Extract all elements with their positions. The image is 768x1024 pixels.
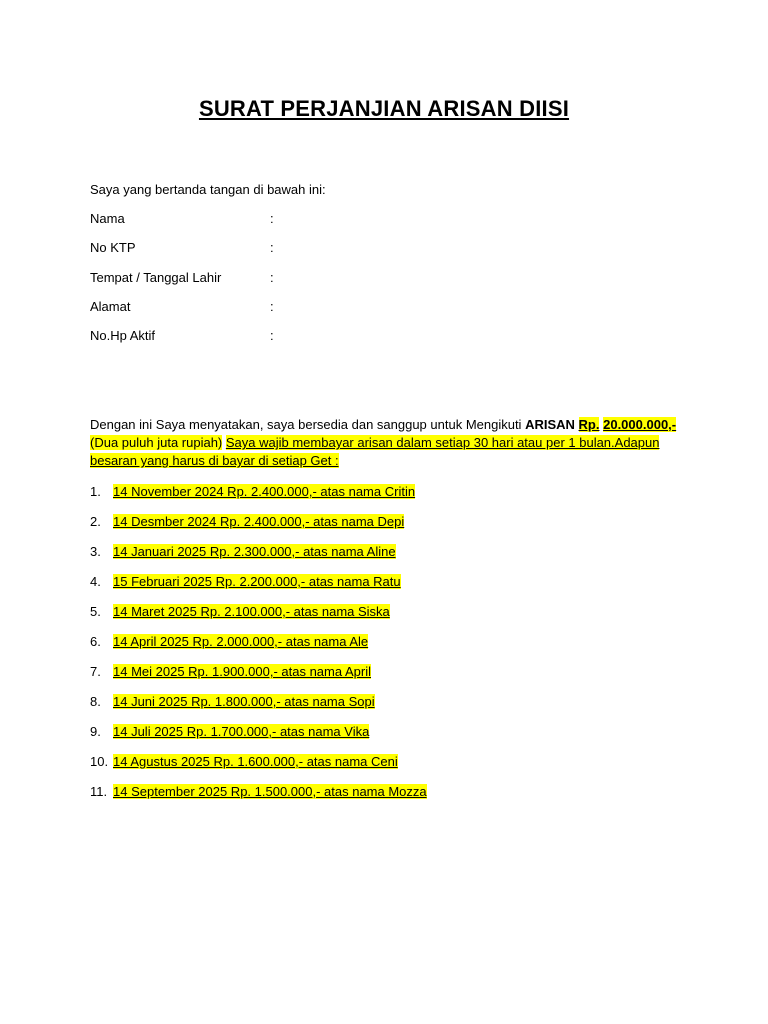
field-colon: :: [270, 240, 274, 255]
field-label: Alamat: [90, 299, 131, 314]
list-number: 5.: [90, 604, 101, 619]
list-number: 4.: [90, 574, 101, 589]
field-colon: :: [270, 328, 274, 343]
statement-amount-words: (Dua puluh juta rupiah): [90, 435, 223, 450]
list-text: 14 Juni 2025 Rp. 1.800.000,- atas nama Sopi: [113, 694, 375, 709]
list-number: 9.: [90, 724, 101, 739]
field-label: No KTP: [90, 240, 136, 255]
field-no-hp-aktif: [90, 328, 690, 346]
list-number: 2.: [90, 514, 101, 529]
list-number: 3.: [90, 544, 101, 559]
list-text: 14 September 2025 Rp. 1.500.000,- atas nama Mozza: [113, 784, 427, 799]
list-number: 11.: [90, 784, 108, 799]
list-number: 10.: [90, 754, 109, 769]
field-label: Tempat / Tanggal Lahir: [90, 270, 222, 285]
intro-text: Saya yang bertanda tangan di bawah ini:: [90, 182, 326, 197]
list-text: 14 Agustus 2025 Rp. 1.600.000,- atas nama Ceni: [113, 754, 398, 769]
field-label: Nama: [90, 211, 125, 226]
field-no-ktp: [90, 240, 690, 258]
list-number: 7.: [90, 664, 101, 679]
list-text: 14 Maret 2025 Rp. 2.100.000,- atas nama Siska: [113, 604, 390, 619]
statement-paragraph: [90, 416, 680, 470]
statement-rp: Rp.: [578, 417, 600, 432]
list-text: 14 Juli 2025 Rp. 1.700.000,- atas nama Vika: [113, 724, 370, 739]
field-colon: :: [270, 211, 274, 226]
document-title: SURAT PERJANJIAN ARISAN DIISI: [198, 96, 570, 121]
field-label: No.Hp Aktif: [90, 328, 156, 343]
field-tempat-tanggal-lahir: [90, 270, 690, 288]
statement-text: Dengan ini Saya menyatakan, saya bersedia dan sanggup untuk Mengikuti: [90, 417, 526, 432]
list-text: 14 Desmber 2024 Rp. 2.400.000,- atas nama Depi: [113, 514, 405, 529]
list-number: 6.: [90, 634, 101, 649]
statement-arisan: ARISAN: [525, 417, 575, 432]
list-text: 14 April 2025 Rp. 2.000.000,- atas nama Ale: [113, 634, 369, 649]
list-number: 8.: [90, 694, 101, 709]
statement-amount: 20.000.000,-: [603, 417, 677, 432]
field-alamat: [90, 299, 690, 317]
list-text: 14 Mei 2025 Rp. 1.900.000,- atas nama April: [113, 664, 371, 679]
list-text: 15 Februari 2025 Rp. 2.200.000,- atas nama Ratu: [113, 574, 401, 589]
field-nama: [90, 211, 690, 229]
field-colon: :: [270, 299, 274, 314]
list-text: 14 Januari 2025 Rp. 2.300.000,- atas nama Aline: [113, 544, 396, 559]
statement-rest: Saya wajib membayar arisan dalam setiap 30 hari atau per 1 bulan.Adapun besaran yang harus di bayar di setiap Get :: [90, 435, 660, 468]
list-text: 14 November 2024 Rp. 2.400.000,- atas nama Critin: [113, 484, 416, 499]
list-number: 1.: [90, 484, 101, 499]
field-colon: :: [270, 270, 274, 285]
